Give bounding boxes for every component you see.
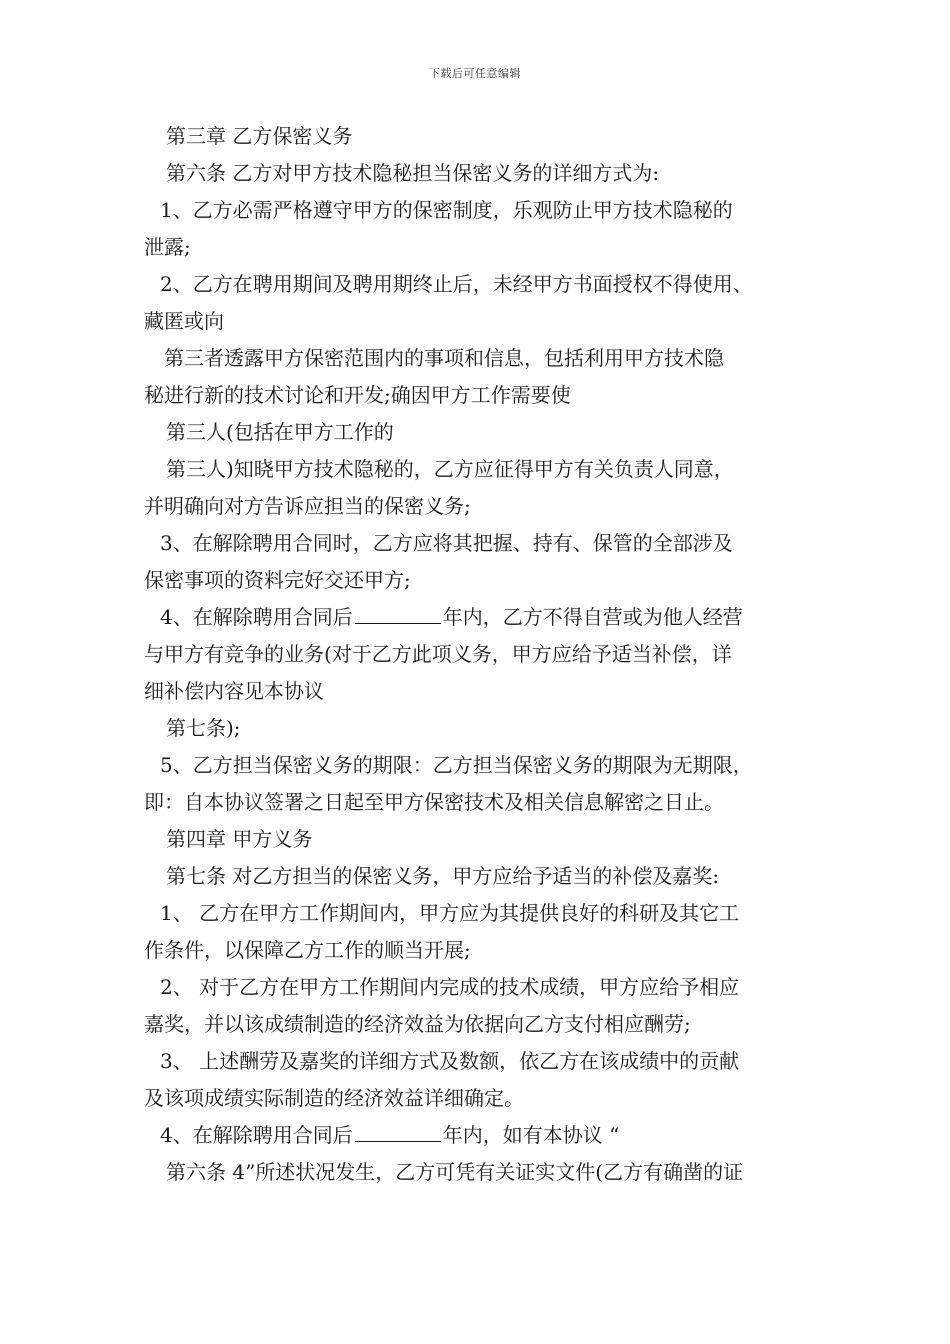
paragraph-line: 并明确向对方告诉应担当的保密义务;: [144, 494, 471, 518]
line-part: 4、在解除聘用合同后: [160, 1123, 353, 1147]
paragraph-line: 1、 乙方在甲方工作期间内，甲方应为其提供良好的科研及其它工: [160, 901, 740, 925]
article-heading: 第六条 乙方对甲方技术隐秘担当保密义务的详细方式为:: [166, 161, 660, 185]
paragraph-line: 秘进行新的技术讨论和开发;确因甲方工作需要使: [144, 383, 571, 407]
paragraph-line: 泄露;: [144, 235, 191, 259]
fill-in-blank: [355, 1119, 441, 1142]
paragraph-line-with-blank: [144, 599, 824, 636]
line-part: 年内，如有本协议 “: [442, 1123, 620, 1147]
paragraph-line: 与甲方有竞争的业务(对于乙方此项义务，甲方应给予适当补偿，详: [144, 642, 732, 666]
paragraph-line: 即：自本协议签署之日起至甲方保密技术及相关信息解密之日止。: [144, 790, 724, 814]
chapter-heading: 第三章 乙方保密义务: [166, 124, 353, 148]
header-note: 下载后可任意编辑: [429, 67, 521, 80]
paragraph-line: 及该项成绩实际制造的经济效益详细确定。: [144, 1086, 524, 1110]
paragraph-line: 2、乙方在聘用期间及聘用期终止后，未经甲方书面授权不得使用、: [160, 272, 753, 296]
chapter-heading: 第四章 甲方义务: [166, 827, 313, 851]
paragraph-line: 细补偿内容见本协议: [144, 679, 324, 703]
article-heading: 第七条 对乙方担当的保密义务，甲方应给予适当的补偿及嘉奖:: [166, 864, 720, 888]
paragraph-line: 5、乙方担当保密义务的期限：乙方担当保密义务的期限为无期限，: [160, 753, 753, 777]
line-part: 年内，乙方不得自营或为他人经营: [442, 605, 743, 629]
paragraph-line: 2、 对于乙方在甲方工作期间内完成的技术成绩，甲方应给予相应: [160, 975, 740, 999]
paragraph-line: 3、 上述酬劳及嘉奖的详细方式及数额，依乙方在该成绩中的贡献: [160, 1049, 740, 1073]
paragraph-line: 藏匿或向: [144, 309, 224, 333]
paragraph-line: 作条件，以保障乙方工作的顺当开展;: [144, 938, 471, 962]
document-body: [144, 118, 824, 1191]
paragraph-line: 第三者透露甲方保密范围内的事项和信息，包括利用甲方技术隐: [164, 346, 724, 370]
line-part: 4、在解除聘用合同后: [160, 605, 353, 629]
paragraph-line: 第七条);: [166, 716, 241, 740]
paragraph-line-with-blank: [144, 1117, 824, 1154]
paragraph-line: 嘉奖，并以该成绩制造的经济效益为依据向乙方支付相应酬劳;: [144, 1012, 691, 1036]
paragraph-line: 保密事项的资料完好交还甲方;: [144, 568, 411, 592]
fill-in-blank: [355, 601, 441, 624]
paragraph-line: 1、乙方必需严格遵守甲方的保密制度，乐观防止甲方技术隐秘的: [160, 198, 733, 222]
paragraph-line: 第三人)知晓甲方技术隐秘的，乙方应征得甲方有关负责人同意，: [166, 457, 734, 481]
paragraph-line: 第三人(包括在甲方工作的: [166, 420, 394, 444]
paragraph-line: 第六条 4”所述状况发生，乙方可凭有关证实文件(乙方有确凿的证: [166, 1160, 744, 1184]
paragraph-line: 3、在解除聘用合同时，乙方应将其把握、持有、保管的全部涉及: [160, 531, 733, 555]
